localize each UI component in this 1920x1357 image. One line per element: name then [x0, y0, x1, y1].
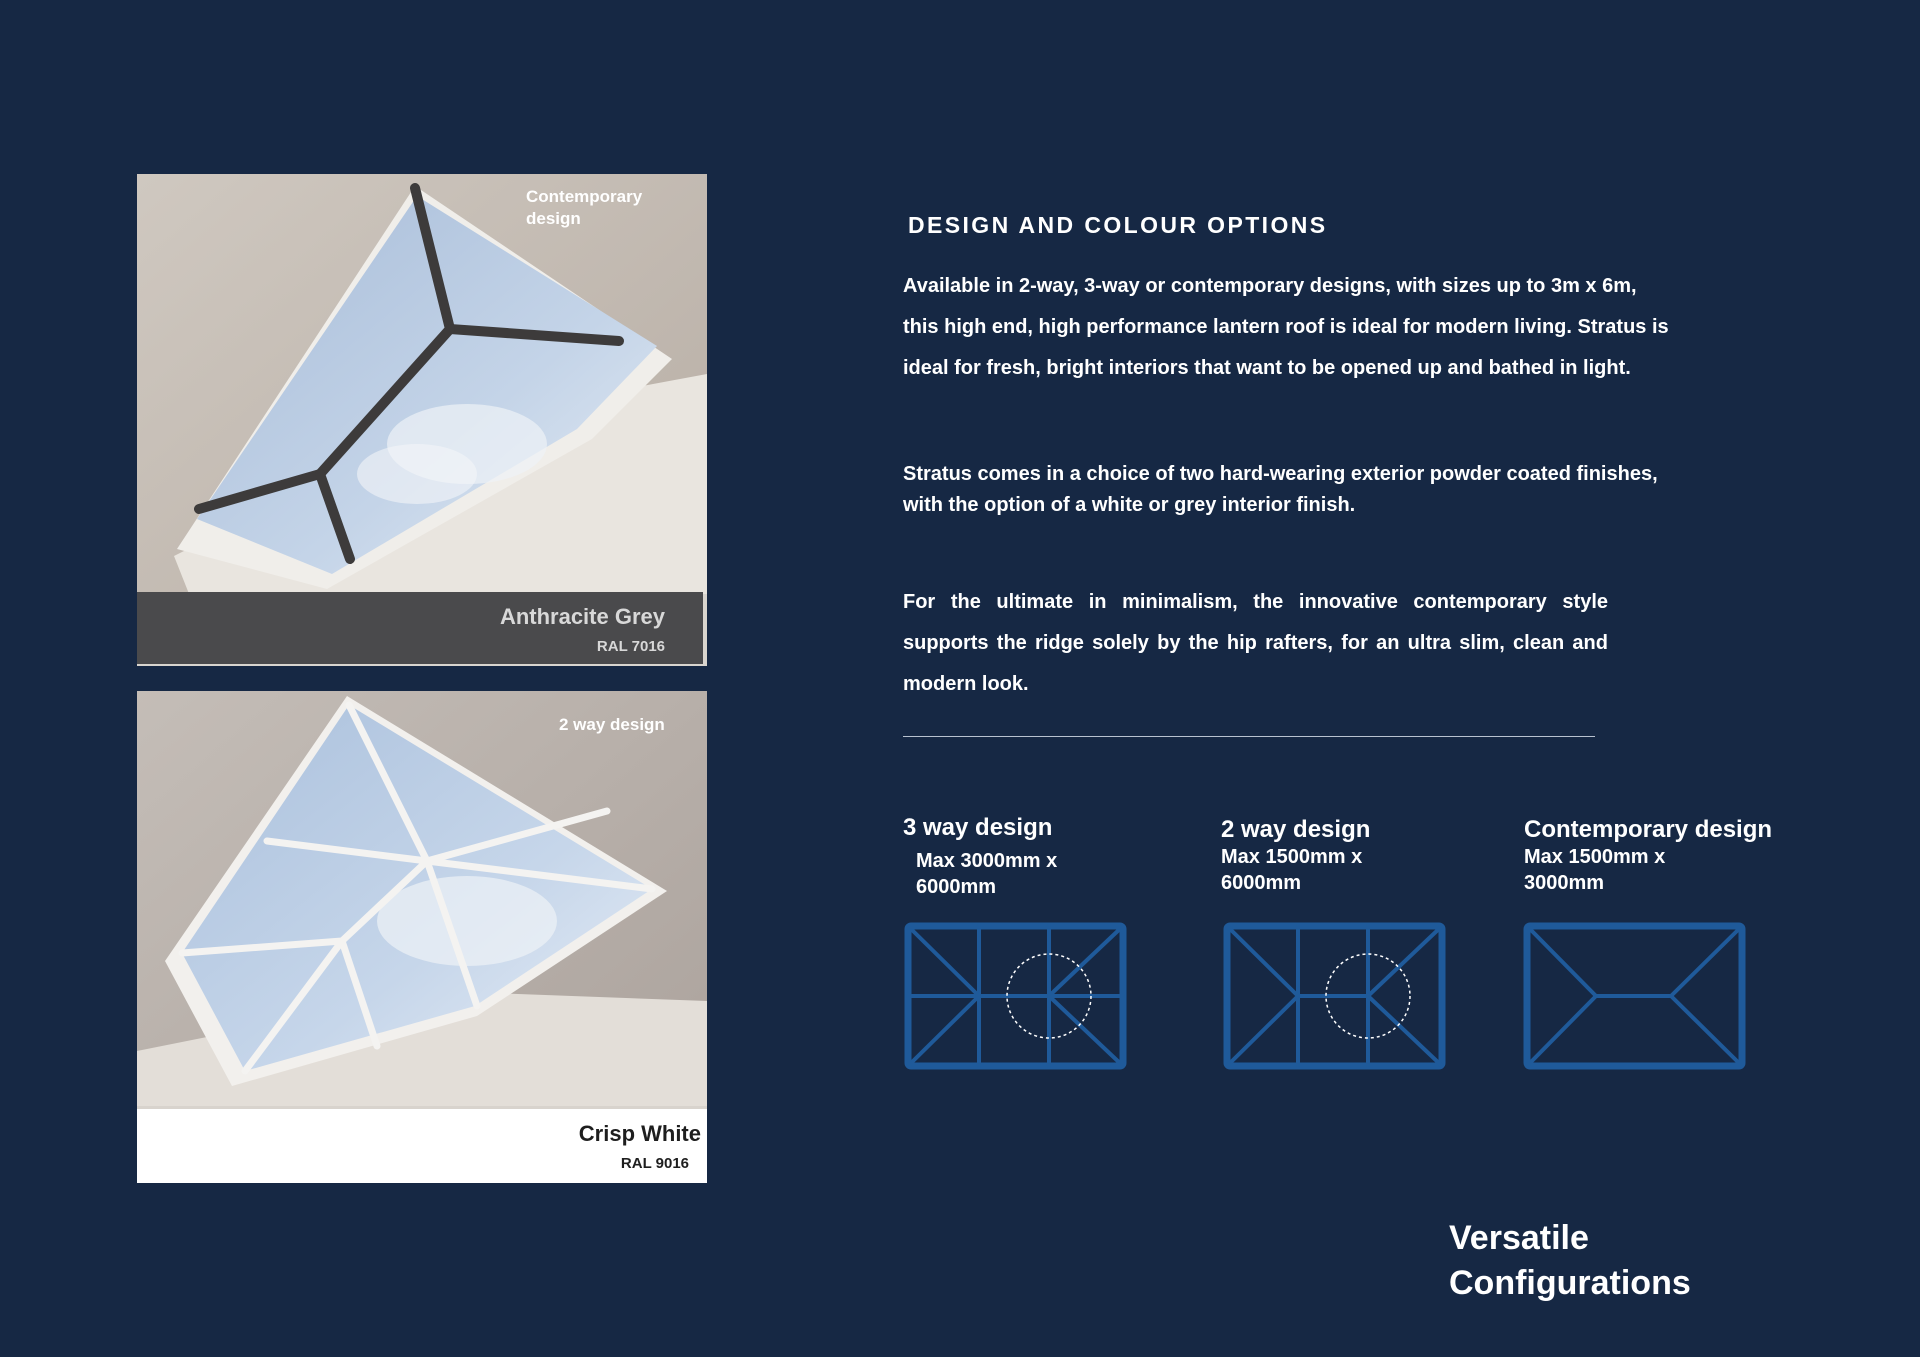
- anthracite-grey-photo: [137, 174, 707, 666]
- contemporary-lantern-plan-icon: [1523, 922, 1746, 1070]
- config-contemporary: [1524, 816, 1772, 896]
- colour-caption-bar: [137, 592, 703, 664]
- config-name: Contemporary design: [1524, 816, 1773, 843]
- config-name: 3 way design: [903, 814, 1053, 841]
- colour-caption-bar: [137, 1109, 707, 1183]
- config-name: 2 way design: [1221, 816, 1371, 843]
- minimalism-paragraph: For the ultimate in minimalism, the innovative contemporary style supports the ridge solely by the hip rafters, for an ultra slim, clean and modern look.: [903, 591, 1608, 695]
- ral-code: RAL 7016: [596, 638, 665, 655]
- finishes-paragraph: Stratus comes in a choice of two hard-wearing exterior powder coated finishes, with the option of a white or grey interior finish.: [903, 463, 1658, 516]
- ral-code: RAL 9016: [620, 1155, 689, 1172]
- photo-tag: 2 way design: [559, 715, 665, 734]
- config-size: Max 3000mm x 6000mm: [916, 850, 1058, 898]
- config-2-way: [1221, 816, 1421, 896]
- footer-title: Versatile Configurations: [1449, 1219, 1691, 1302]
- crisp-white-photo: [137, 691, 707, 1183]
- intro-paragraph: Available in 2-way, 3-way or contemporary designs, with sizes up to 3m x 6m, this high end, high performance lantern roof is ideal for modern living. Stratus is ideal for fresh, bright interiors that want to be opened up and bathed in light.: [903, 275, 1669, 379]
- photo-tag: Contemporary design: [526, 187, 643, 228]
- divider: [903, 736, 1595, 737]
- 3-way-lantern-plan-icon: [904, 922, 1127, 1070]
- config-size: Max 1500mm x 3000mm: [1524, 846, 1666, 894]
- config-size: Max 1500mm x 6000mm: [1221, 846, 1363, 894]
- colour-name: Crisp White: [578, 1121, 701, 1146]
- section-title: DESIGN AND COLOUR OPTIONS: [908, 212, 1328, 238]
- config-3-way: [903, 814, 1116, 900]
- 2-way-lantern-plan-icon: [1223, 922, 1446, 1070]
- colour-name: Anthracite Grey: [499, 604, 665, 629]
